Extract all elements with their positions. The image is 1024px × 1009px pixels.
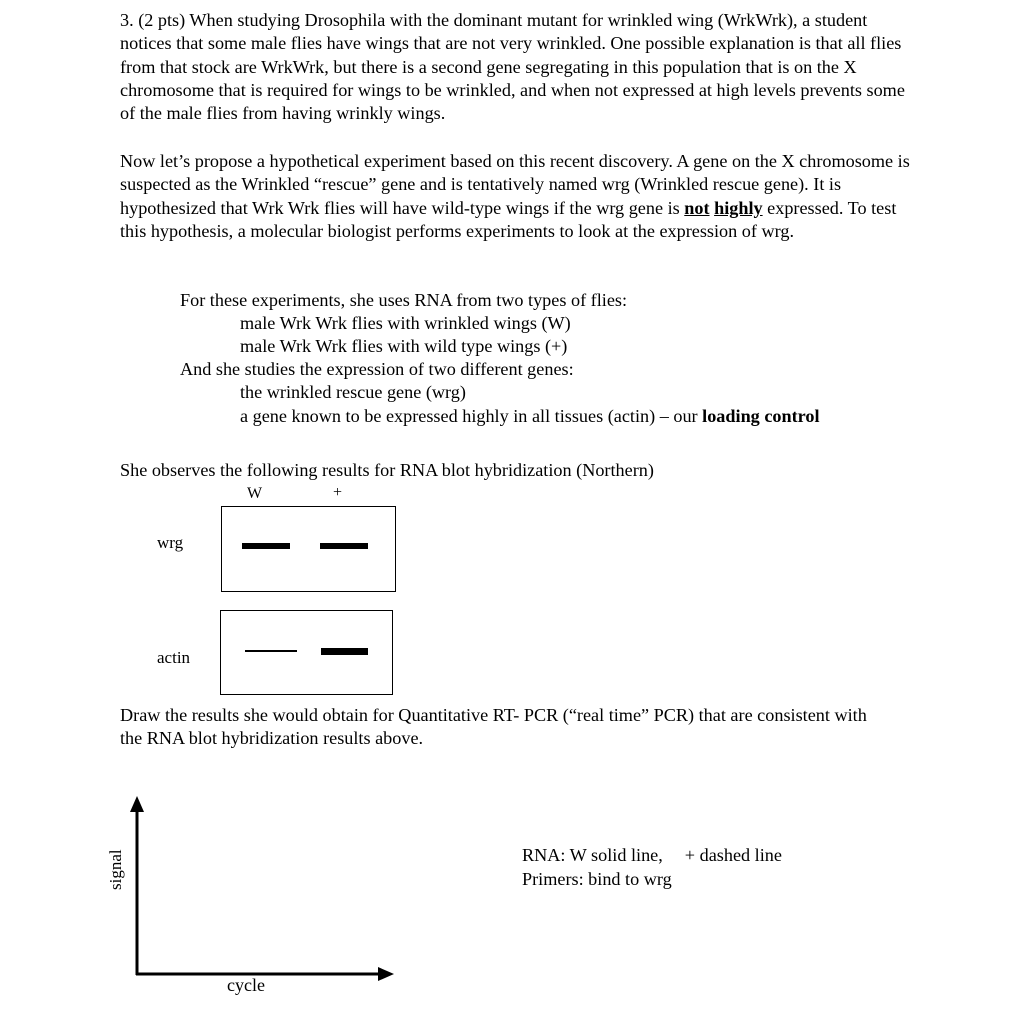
y-axis-arrowhead: [130, 796, 144, 812]
lane-label-plus: +: [333, 484, 343, 501]
legend-primers: Primers: bind to wrg: [522, 869, 672, 889]
experiment-gene-wrg: the wrinkled rescue gene (wrg): [240, 382, 466, 402]
blot-caption: She observes the following results for RNA blot hybridization (Northern): [120, 460, 654, 480]
blot-row-label-wrg: wrg: [157, 533, 184, 552]
x-axis-arrowhead: [378, 967, 394, 981]
legend-rna-line: [522, 845, 782, 866]
task-instruction: Draw the results she would obtain for Quantitative RT- PCR (“real time” PCR) that are consistent with the RNA blot hybridization results above.: [120, 705, 867, 749]
emphasis-highly: highly: [714, 197, 763, 218]
lane-label-w: W: [247, 485, 263, 502]
emphasis-not: not: [684, 197, 710, 218]
legend-rna-w: RNA: W solid line,: [522, 845, 663, 865]
paragraph-2-text-before: Now let’s propose a hypothetical experiment based on this recent discovery. A gene on the X chromosome is suspected as the Wrinkled “rescue” gene and is tentatively named wrg (Wrinkled rescue gene). It is hypothesized that Wrk Wrk flies will have wild-type wings if the wrg gene is: [120, 151, 910, 218]
x-axis-label: cycle: [227, 975, 265, 995]
y-axis-label: signal: [106, 849, 125, 890]
experiment-genes-intro: And she studies the expression of two different genes:: [180, 359, 574, 379]
experiment-flies-intro: For these experiments, she uses RNA from two types of flies:: [180, 290, 628, 310]
blot-row-label-actin: actin: [157, 648, 191, 667]
experiment-fly-plus: male Wrk Wrk flies with wild type wings (+): [240, 336, 568, 356]
loading-control-label: loading control: [702, 406, 820, 426]
actin-description: a gene known to be expressed highly in all tissues (actin) – our: [240, 406, 703, 426]
question-paragraph-1: 3. (2 pts) When studying Drosophila with the dominant mutant for wrinkled wing (WrkWrk), a student notices that some male flies have wings that are not very wrinkled. One possible explanation is that all flies from that stock are WrkWrk, but there is a second gene segregating in this population that is on the X chromosome that is required for wings to be wrinkled, and when not expressed at high levels prevents some of the male flies from having wrinkly wings.: [120, 10, 905, 124]
experiment-fly-w: male Wrk Wrk flies with wrinkled wings (W): [240, 313, 571, 333]
legend-rna-plus: + dashed line: [684, 845, 782, 865]
paragraph-2-text-after: expressed. To test this hypothesis, a molecular biologist performs experiments to look at the expression of wrg.: [120, 197, 897, 241]
